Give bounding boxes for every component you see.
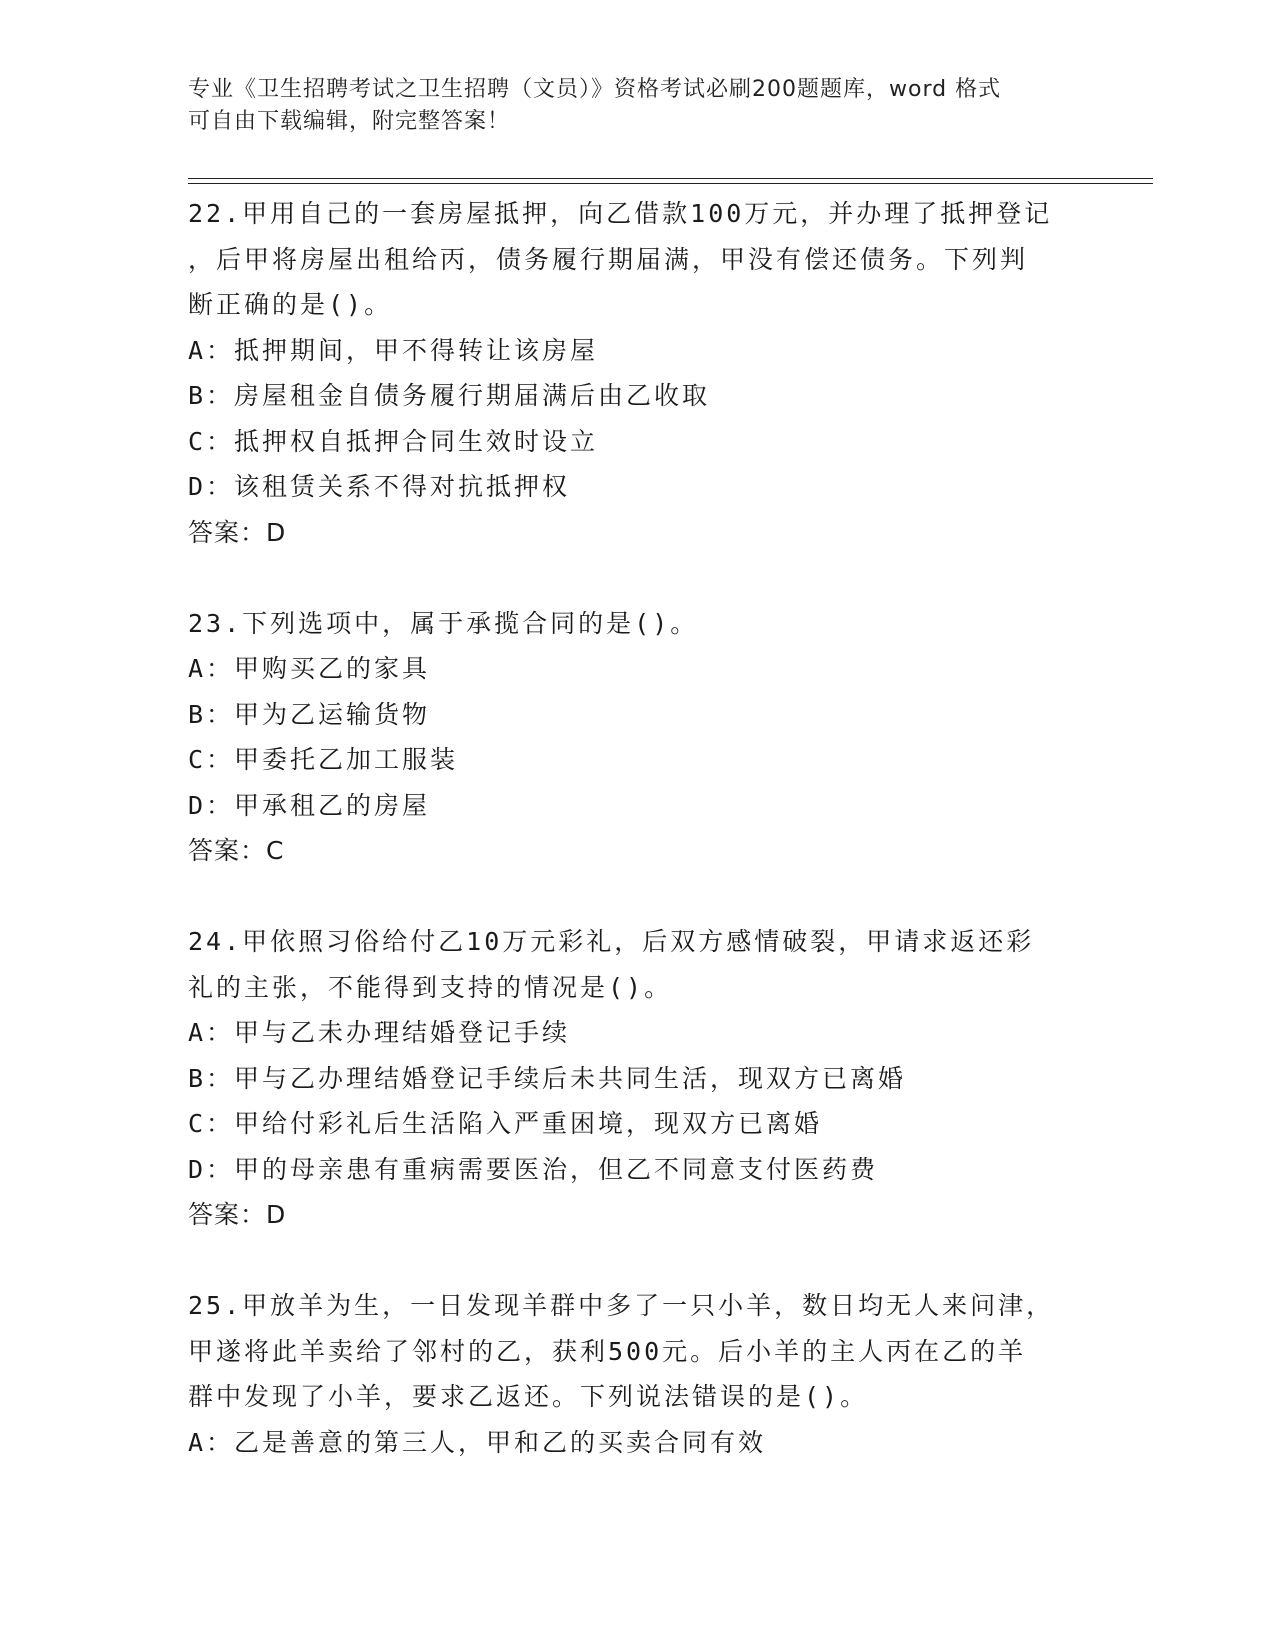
question-spacer	[188, 874, 1108, 920]
answer-label: 答案：D	[188, 1200, 287, 1229]
option-b: B：甲为乙运输货物	[188, 699, 431, 729]
question-24	[188, 919, 1108, 1238]
option-b: B：房屋租金自债务履行期届满后由乙收取	[188, 381, 711, 410]
question-text-line: 25.甲放羊为生，一日发现羊群中多了一只小羊，数日均无人来问津，	[188, 1291, 1055, 1320]
document-header	[188, 74, 1088, 138]
question-22	[188, 191, 1108, 555]
question-text-line: ，后甲将房屋出租给丙，债务履行期届满，甲没有偿还债务。下列判	[188, 244, 1029, 274]
header-divider-top	[188, 178, 1153, 179]
question-text-line: 23.下列选项中，属于承揽合同的是()。	[188, 608, 699, 638]
question-text-line: 24.甲依照习俗给付乙10万元彩礼，后双方感情破裂，甲请求返还彩	[188, 927, 1035, 956]
option-b: B：甲与乙办理结婚登记手续后未共同生活，现双方已离婚	[188, 1063, 907, 1093]
option-d: D：该租赁关系不得对抗抵押权	[188, 472, 571, 501]
question-text-line: 断正确的是()。	[188, 290, 393, 319]
answer-label: 答案：D	[188, 517, 287, 547]
option-a: A：甲与乙未办理结婚登记手续	[188, 1018, 571, 1047]
question-25	[188, 1283, 1108, 1465]
question-spacer	[188, 555, 1108, 601]
header-line-2: 可自由下载编辑，附完整答案！	[188, 109, 511, 134]
answer-label: 答案：C	[188, 836, 285, 865]
question-text-line: 礼的主张，不能得到支持的情况是()。	[188, 972, 673, 1002]
option-d: D：甲的母亲患有重病需要医治，但乙不同意支付医药费	[188, 1154, 879, 1184]
question-text-line: 甲遂将此羊卖给了邻村的乙，获利500元。后小羊的主人丙在乙的羊	[188, 1336, 1027, 1366]
header-divider-bottom	[188, 183, 1153, 184]
option-c: C：甲委托乙加工服装	[188, 745, 459, 774]
question-spacer	[188, 1238, 1108, 1284]
question-23	[188, 601, 1108, 874]
option-c: C：甲给付彩礼后生活陷入严重困境，现双方已离婚	[188, 1109, 823, 1138]
option-d: D：甲承租乙的房屋	[188, 790, 431, 820]
option-c: C：抵押权自抵押合同生效时设立	[188, 426, 599, 456]
option-a: A：甲购买乙的家具	[188, 654, 431, 683]
question-text-line: 群中发现了小羊，要求乙返还。下列说法错误的是()。	[188, 1382, 869, 1411]
question-text-line: 22.甲用自己的一套房屋抵押，向乙借款100万元，并办理了抵押登记	[188, 199, 1053, 228]
question-list	[188, 191, 1108, 1465]
option-a: A：乙是善意的第三人，甲和乙的买卖合同有效	[188, 1427, 767, 1457]
option-a: A：抵押期间，甲不得转让该房屋	[188, 335, 599, 365]
header-line-1: 专业《卫生招聘考试之卫生招聘（文员）》资格考试必刷200题题库，word 格式	[188, 77, 1002, 102]
